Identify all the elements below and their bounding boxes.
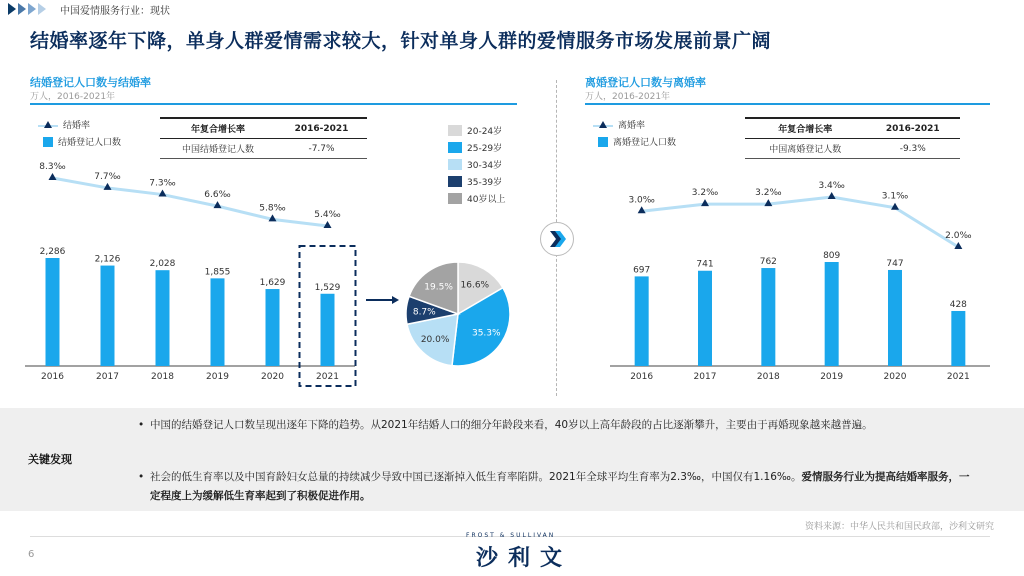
divorce-x-tick: 2020 <box>883 372 907 382</box>
marriage-bar <box>211 278 225 366</box>
pie-slice-label: 20.0% <box>420 334 450 345</box>
divorce-bar-label: 697 <box>633 265 651 276</box>
left-chart-title: 结婚登记人口数与结婚率 <box>30 76 151 89</box>
marriage-x-tick: 2018 <box>151 372 174 382</box>
legend-line-label: 结婚率 <box>63 121 91 131</box>
marriage-rate-label: 6.6‰ <box>204 190 231 201</box>
finding-bullet-2 <box>138 468 970 506</box>
divorce-bar-label: 747 <box>886 258 904 269</box>
pie-legend-label: 40岁以上 <box>467 195 506 205</box>
pie-legend-label: 30-34岁 <box>467 161 503 171</box>
page-number: 6 <box>28 549 35 560</box>
pie-legend-label: 25-29岁 <box>467 144 503 154</box>
divorce-bar <box>888 270 902 366</box>
left-chart-unit: 万人，2016-2021年 <box>30 92 116 102</box>
cagr-row-value: -7.7% <box>276 139 367 159</box>
divorce-bar-label: 809 <box>823 251 841 261</box>
marriage-rate-label: 7.3‰ <box>149 178 176 189</box>
finding-text: 中国的结婚登记人口数呈现出逐年下降的趋势。从2021年结婚人口的细分年龄段来看，40岁以上高年龄段的占比逐渐攀升，主要由于再婚现象越来越普遍。 <box>150 419 873 431</box>
marriage-rate-label: 8.3‰ <box>39 162 66 172</box>
cagr-row-label: 中国离婚登记人数 <box>745 139 866 159</box>
marriage-bar <box>266 289 280 366</box>
divorce-rate-line <box>642 197 959 247</box>
logo-wordmark: FROST & SULLIVAN <box>466 532 556 539</box>
divorce-rate-label: 3.2‰ <box>755 188 782 199</box>
cagr-row-label: 中国结婚登记人数 <box>160 139 276 159</box>
marriage-x-tick: 2017 <box>96 372 119 382</box>
pie-slice-label: 16.6% <box>460 280 490 291</box>
marriage-x-tick: 2020 <box>261 372 284 382</box>
marriage-bar <box>46 258 60 366</box>
divorce-x-tick: 2018 <box>756 372 780 382</box>
marriage-bar-label: 2,126 <box>94 254 121 265</box>
marriage-bar-label: 2,286 <box>39 247 66 257</box>
source-note: 资料来源：中华人民共和国民政部，沙利文研究 <box>804 522 994 532</box>
page-title: 结婚率逐年下降，单身人群爱情需求较大，针对单身人群的爱情服务市场发展前景广阔 <box>30 30 772 52</box>
divorce-bar <box>761 268 775 366</box>
arrow-head-icon <box>392 296 399 304</box>
right-chart-unit: 万人，2016-2021年 <box>585 92 671 102</box>
bullet-dot-icon: • <box>138 471 145 483</box>
divorce-bar-label: 762 <box>759 257 777 268</box>
divorce-bar <box>635 276 649 366</box>
marriage-bar-label: 1,629 <box>259 278 286 289</box>
marriage-rate-label: 7.7‰ <box>94 171 121 182</box>
marriage-bar <box>101 266 115 366</box>
marriage-rate-line <box>53 178 328 226</box>
cagr-header-label: 年复合增长率 <box>745 118 866 139</box>
cagr-row-value: -9.3% <box>866 139 960 159</box>
divorce-rate-marker <box>828 192 836 199</box>
cagr-header-label: 年复合增长率 <box>160 118 276 139</box>
divorce-bar-label: 428 <box>949 299 967 310</box>
cagr-header-period: 2016-2021 <box>866 118 960 139</box>
legend-bar-label: 结婚登记人口数 <box>58 138 122 148</box>
divorce-rate-label: 3.1‰ <box>881 191 909 202</box>
right-chart-title: 离婚登记人口数与离婚率 <box>585 76 706 89</box>
finding-bullet-1 <box>138 416 970 435</box>
breadcrumb: 中国爱情服务行业：现状 <box>60 6 170 17</box>
legend-bar-label: 离婚登记人口数 <box>613 138 677 148</box>
marriage-rate-label: 5.4‰ <box>314 210 341 220</box>
divorce-x-tick: 2017 <box>693 372 717 382</box>
divorce-bar <box>825 262 839 366</box>
pie-slice-label: 8.7% <box>412 307 436 318</box>
finding-text-bold: 爱情服务行业为提高结婚率服务，一定程度上为缓解低生育率起到了积极促进作用。 <box>150 471 970 502</box>
pie-slice-label: 35.3% <box>471 328 501 339</box>
divorce-bar-label: 741 <box>696 259 714 270</box>
marriage-rate-marker <box>49 173 57 180</box>
divorce-rate-label: 2.0‰ <box>945 231 972 241</box>
divorce-x-tick: 2019 <box>820 372 844 382</box>
legend-line-label: 离婚率 <box>618 121 646 131</box>
marriage-bar <box>156 270 170 366</box>
divorce-bar <box>698 271 712 366</box>
finding-text: 社会的低生育率以及中国育龄妇女总量的持续减少导致中国已逐渐掉入低生育率陷阱。2021年全球平均生育率为2.3‰，中国仅有1.16‰。 <box>150 471 802 483</box>
divorce-x-tick: 2021 <box>946 372 970 382</box>
marriage-x-tick: 2021 <box>316 372 339 382</box>
pie-legend-label: 20-24岁 <box>467 127 503 137</box>
divorce-rate-label: 3.0‰ <box>628 195 655 206</box>
cagr-header-period: 2016-2021 <box>276 118 367 139</box>
bullet-dot-icon: • <box>138 419 145 431</box>
marriage-x-tick: 2016 <box>41 372 64 382</box>
key-findings-label: 关键发现 <box>28 453 72 466</box>
marriage-bar-label: 2,028 <box>149 259 176 270</box>
divorce-rate-label: 3.4‰ <box>818 181 845 191</box>
marriage-bar-label: 1,855 <box>204 267 231 278</box>
pie-slice-label: 19.5% <box>424 282 453 293</box>
marriage-bar-label: 1,529 <box>314 282 341 293</box>
divorce-bar <box>951 311 965 366</box>
marriage-bar <box>321 294 335 366</box>
logo: 沙利文 <box>476 545 573 571</box>
divorce-x-tick: 2016 <box>630 372 654 382</box>
pie-legend-label: 35-39岁 <box>467 178 503 188</box>
marriage-x-tick: 2019 <box>206 372 229 382</box>
marriage-rate-label: 5.8‰ <box>259 203 286 214</box>
divorce-rate-label: 3.2‰ <box>691 188 719 199</box>
